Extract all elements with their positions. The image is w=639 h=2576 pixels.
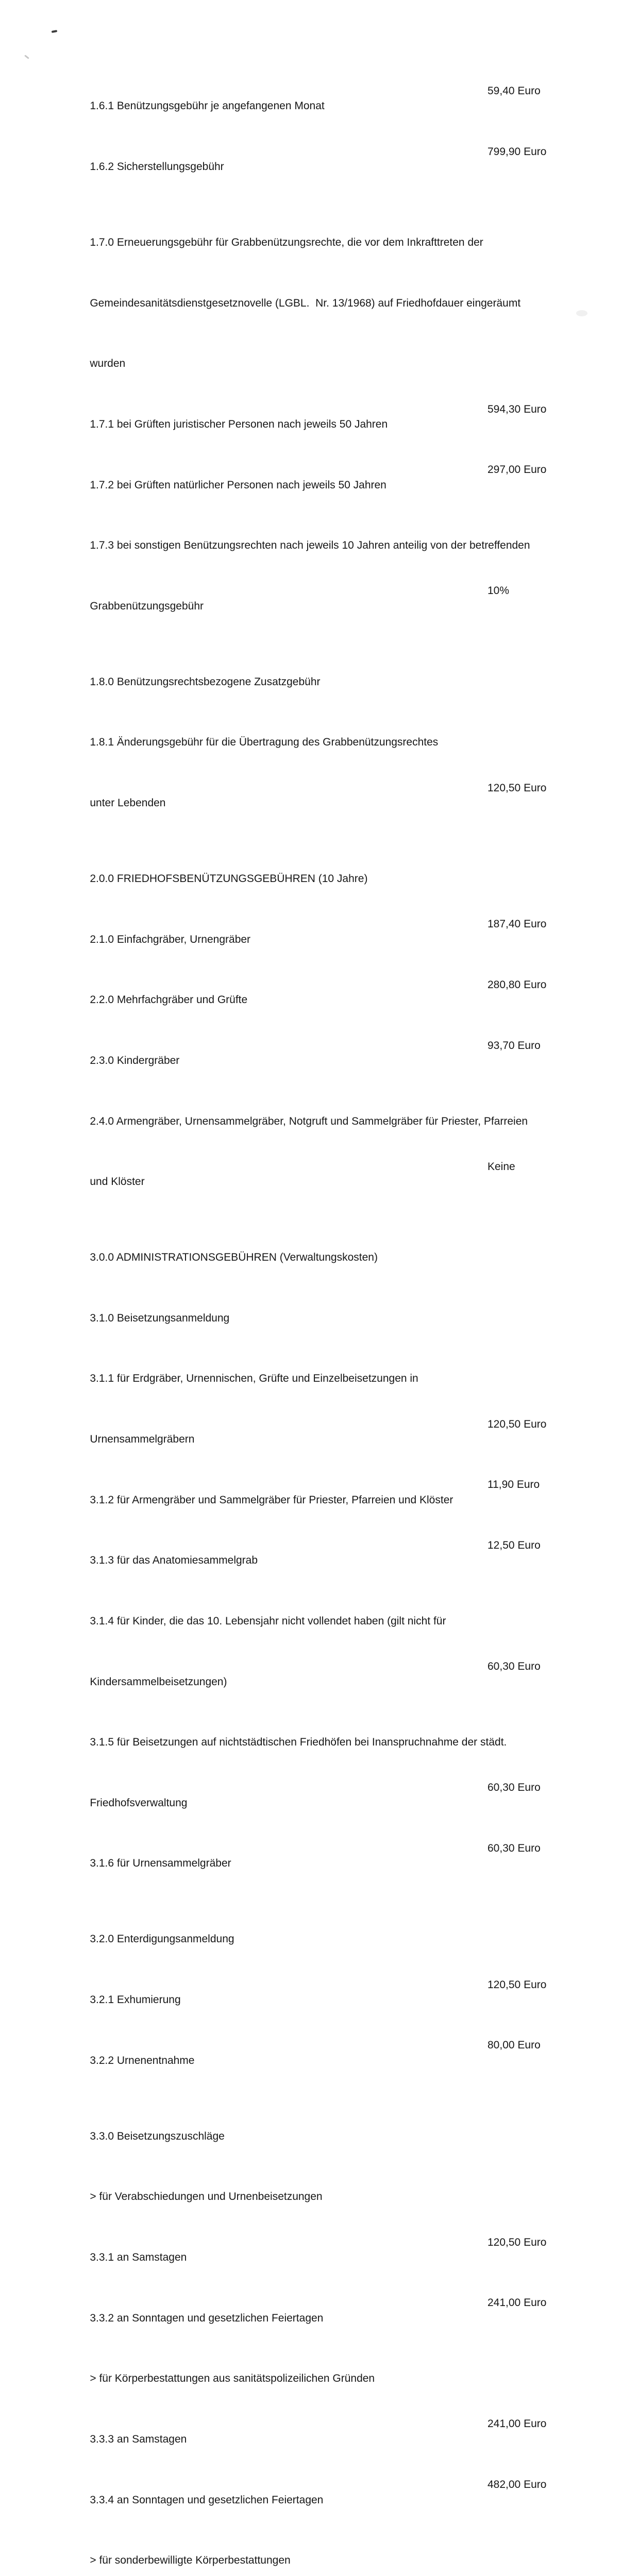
fee-label: 3.1.1 für Erdgräber, Urnennischen, Grüfte und Einzelbeisetzungen in <box>90 1372 418 1385</box>
fee-schedule <box>78 83 603 2576</box>
fee-label: 3.1.5 für Beisetzungen auf nichtstädtischen Friedhöfen bei Inanspruchnahme der städt. <box>90 1736 507 1749</box>
fee-value: 241,00 Euro <box>487 2297 547 2309</box>
fee-row <box>78 1841 603 1902</box>
fee-value: 60,30 Euro <box>487 1660 541 1673</box>
fee-label: 2.2.0 Mehrfachgräber und Grüfte <box>90 994 248 1006</box>
fee-row <box>78 1159 603 1220</box>
fee-label: 3.3.4 an Sonntagen und gesetzlichen Feiertagen <box>90 2494 324 2506</box>
fee-value: 60,30 Euro <box>487 1842 541 1855</box>
fee-value: 120,50 Euro <box>487 2236 547 2248</box>
fee-label: > für sonderbewilligte Körperbestattungen <box>90 2554 291 2567</box>
fee-label: 1.7.1 bei Grüften juristischer Personen nach jeweils 50 Jahren <box>90 418 388 430</box>
fee-label: Kindersammelbeisetzungen) <box>90 1675 227 1688</box>
fee-row <box>78 83 603 144</box>
fee-label: 3.0.0 ADMINISTRATIONSGEBÜHREN (Verwaltungskosten) <box>90 1251 378 1264</box>
fee-row <box>78 523 603 584</box>
fee-label: 1.6.1 Benützungsgebühr je angefangenen Monat <box>90 100 325 112</box>
fee-value: 120,50 Euro <box>487 1978 547 1991</box>
fee-label: wurden <box>90 358 126 370</box>
fee-label: > für Körperbestattungen aus sanitätspolizeilichen Gründen <box>90 2372 375 2385</box>
fee-label: 3.1.6 für Urnensammelgräber <box>90 1857 231 1870</box>
fee-label: unter Lebenden <box>90 797 166 809</box>
fee-label: 3.2.2 Urnenentnahme <box>90 2054 195 2066</box>
fee-row <box>78 1356 603 1417</box>
fee-label: 1.6.2 Sicherstellungsgebühr <box>90 161 224 173</box>
fee-value: 297,00 Euro <box>487 464 547 476</box>
fee-row <box>78 1780 603 1841</box>
fee-row <box>78 1295 603 1356</box>
fee-row <box>78 2295 603 2356</box>
fee-label: 1.7.2 bei Grüften natürlicher Personen nach jeweils 50 Jahren <box>90 479 386 491</box>
fee-label: 3.3.3 an Samstagen <box>90 2433 187 2445</box>
fee-row <box>78 1977 603 2038</box>
fee-label: 2.4.0 Armengräber, Urnensammelgräber, Notgruft und Sammelgräber für Priester, Pfarreien <box>90 1115 528 1127</box>
fee-row <box>78 659 603 720</box>
fee-value: Keine <box>487 1160 515 1173</box>
fee-label: Friedhofsverwaltung <box>90 1797 188 1809</box>
fee-row <box>78 462 603 523</box>
fee-row <box>78 1659 603 1720</box>
fee-label: 3.2.0 Enterdigungsanmeldung <box>90 1933 234 1945</box>
fee-label: 1.7.0 Erneuerungsgebühr für Grabbenützungsrechte, die vor dem Inkrafttreten der <box>90 236 483 249</box>
fee-row <box>78 2538 603 2576</box>
fee-label: > für Verabschiedungen und Urnenbeisetzungen <box>90 2191 323 2203</box>
fee-value: 93,70 Euro <box>487 1039 541 1052</box>
fee-value: 120,50 Euro <box>487 782 547 794</box>
fee-row <box>78 144 603 205</box>
fee-label: Grabbenützungsgebühr <box>90 600 204 612</box>
fee-value: 482,00 Euro <box>487 2479 547 2491</box>
fee-value: 59,40 Euro <box>487 85 541 97</box>
fee-label: 3.3.1 an Samstagen <box>90 2251 187 2263</box>
fee-row <box>78 2416 603 2477</box>
fee-value: 12,50 Euro <box>487 1539 541 1551</box>
fee-row <box>78 583 603 644</box>
fee-row <box>78 1235 603 1296</box>
fee-row <box>78 341 603 402</box>
fee-value: 11,90 Euro <box>487 1479 540 1491</box>
fee-row <box>78 1599 603 1659</box>
fee-row <box>78 2235 603 2296</box>
fee-label: Gemeindesanitätsdienstgesetznovelle (LGBL. Nr. 13/1968) auf Friedhofdauer eingeräumt <box>90 297 521 309</box>
fee-row <box>78 280 603 341</box>
fee-row <box>78 1098 603 1159</box>
fee-value: 799,90 Euro <box>487 145 547 158</box>
fee-label: Urnensammelgräbern <box>90 1433 195 1446</box>
fee-row <box>78 1417 603 1478</box>
fee-value: 60,30 Euro <box>487 1782 541 1794</box>
fee-label: 3.1.2 für Armengräber und Sammelgräber für Priester, Pfarreien und Klöster <box>90 1494 453 1506</box>
fee-row <box>78 2477 603 2538</box>
fee-label: 3.1.0 Beisetzungsanmeldung <box>90 1312 230 1324</box>
fee-row <box>78 2113 603 2174</box>
fee-value: 187,40 Euro <box>487 918 547 930</box>
fee-label: 3.3.2 an Sonntagen und gesetzlichen Feiertagen <box>90 2312 324 2324</box>
fee-label: 1.7.3 bei sonstigen Benützungsrechten nach jeweils 10 Jahren anteilig von der betreffenden <box>90 539 530 552</box>
fee-label: 3.3.0 Beisetzungszuschläge <box>90 2130 225 2142</box>
scan-speck-icon <box>24 55 29 59</box>
fee-value: 10% <box>487 585 510 597</box>
fee-value: 80,00 Euro <box>487 2039 541 2052</box>
fee-row <box>78 1917 603 1977</box>
fee-label: 2.0.0 FRIEDHOFSBENÜTZUNGSGEBÜHREN (10 Jahre) <box>90 873 368 885</box>
fee-row <box>78 220 603 281</box>
fee-label: 2.1.0 Einfachgräber, Urnengräber <box>90 933 251 945</box>
fee-value: 280,80 Euro <box>487 978 547 991</box>
fee-label: 1.8.1 Änderungsgebühr für die Übertragung des Grabbenützungsrechtes <box>90 736 439 749</box>
fee-row <box>78 1720 603 1781</box>
fee-row <box>78 1477 603 1538</box>
scan-speck-icon <box>52 30 58 33</box>
fee-row <box>78 2038 603 2098</box>
fee-label: 2.3.0 Kindergräber <box>90 1054 180 1066</box>
fee-label: 3.1.4 für Kinder, die das 10. Lebensjahr nicht vollendet haben (gilt nicht für <box>90 1615 446 1627</box>
fee-value: 241,00 Euro <box>487 2418 547 2430</box>
fee-row <box>78 402 603 463</box>
fee-row <box>78 1038 603 1099</box>
fee-row <box>78 781 603 841</box>
fee-row <box>78 856 603 917</box>
fee-row <box>78 1538 603 1599</box>
fee-row <box>78 2174 603 2235</box>
fee-label: 1.8.0 Benützungsrechtsbezogene Zusatzgebühr <box>90 675 321 688</box>
fee-label: und Klöster <box>90 1176 145 1188</box>
fee-row <box>78 2356 603 2417</box>
fee-value: 594,30 Euro <box>487 403 547 415</box>
fee-row <box>78 917 603 977</box>
fee-value: 120,50 Euro <box>487 1418 547 1430</box>
fee-label: 3.2.1 Exhumierung <box>90 1994 181 2006</box>
fee-label: 3.1.3 für das Anatomiesammelgrab <box>90 1554 258 1567</box>
fee-row <box>78 977 603 1038</box>
fee-row <box>78 720 603 781</box>
